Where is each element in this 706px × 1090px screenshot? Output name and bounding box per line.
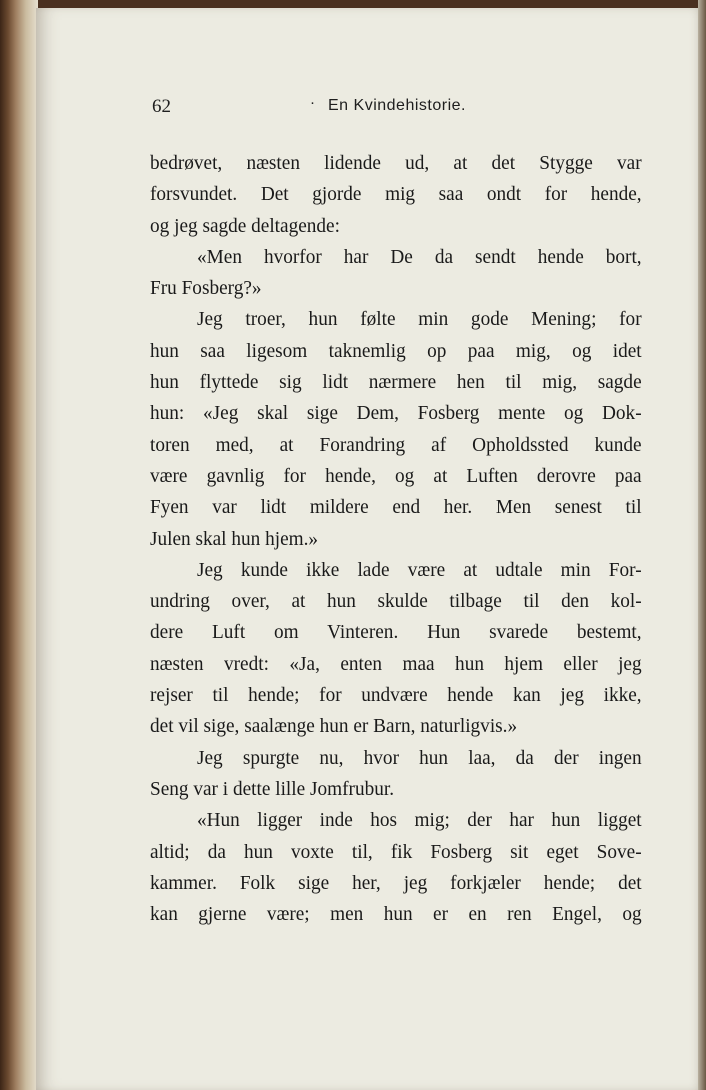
text-line: Jeg troer, hun følte min gode Mening; for (197, 308, 642, 331)
text-line: det vil sige, saalænge hun er Barn, naturligvis.» (150, 715, 518, 738)
text-line: dere Luft om Vinteren. Hun svarede bestemt, (150, 621, 642, 644)
text-line: Jeg spurgte nu, hvor hun laa, da der ingen (197, 746, 642, 769)
text-line: Julen skal hun hjem.» (150, 527, 319, 550)
text-line: hun saa ligesom taknemlig op paa mig, og idet (150, 339, 642, 362)
body-text (150, 148, 642, 930)
running-title: En Kvindehistorie. (328, 97, 466, 114)
text-line: «Hun ligger inde hos mig; der har hun ligget (197, 809, 642, 832)
text-line: bedrøvet, næsten lidende ud, at det Stygge var (150, 152, 642, 174)
text-line: næsten vredt: «Ja, enten maa hun hjem eller jeg (150, 652, 642, 675)
text-line: hun: «Jeg skal sige Dem, Fosberg mente og Dok- (150, 402, 642, 425)
running-header (152, 96, 642, 120)
text-line: hun flyttede sig lidt nærmere hen til mig, sagde (150, 371, 642, 394)
text-line: Fyen var lidt mildere end her. Men senest til (150, 496, 642, 519)
page-number: 62 (152, 96, 171, 117)
header-separator: · (310, 96, 315, 112)
text-line: Jeg kunde ikke lade være at udtale min For- (197, 558, 642, 581)
text-line: og jeg sagde deltagende: (150, 214, 340, 237)
text-line: toren med, at Forandring af Opholdssted kunde (150, 433, 642, 456)
page-right-edge (698, 0, 706, 1090)
text-line: kammer. Folk sige her, jeg forkjæler hende; det (150, 871, 642, 894)
text-line: undring over, at hun skulde tilbage til den kol- (150, 590, 642, 613)
book-binding-edge (0, 0, 38, 1090)
text-line: altid; da hun voxte til, fik Fosberg sit eget Sove- (150, 840, 642, 863)
text-line: være gavnlig for hende, og at Luften derovre paa (150, 464, 642, 487)
text-line: forsvundet. Det gjorde mig saa ondt for hende, (150, 183, 642, 206)
text-line: «Men hvorfor har De da sendt hende bort, (197, 245, 642, 268)
text-line: Seng var i dette lille Jomfrubur. (150, 777, 395, 800)
text-line: Fru Fosberg?» (150, 277, 262, 300)
text-line: kan gjerne være; men hun er en ren Engel, og (150, 903, 642, 926)
text-line: rejser til hende; for undvære hende kan jeg ikke, (150, 684, 642, 707)
